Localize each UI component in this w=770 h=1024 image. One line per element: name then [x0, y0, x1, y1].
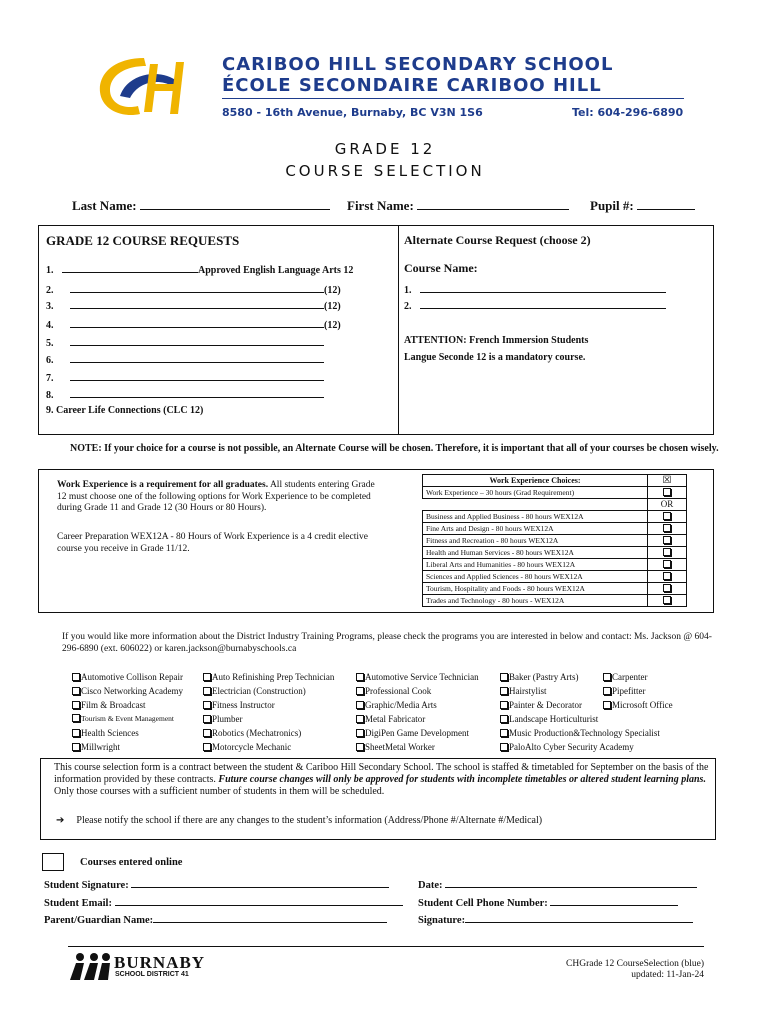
attention-text: ATTENTION: French Immersion Students: [404, 335, 589, 346]
first-name-label: First Name:: [347, 198, 414, 213]
alternate-num: 1.: [404, 285, 412, 296]
pupil-number-field[interactable]: [590, 198, 695, 214]
checked-box-icon: ☒: [662, 475, 672, 486]
header-rule: [222, 98, 684, 99]
training-intro: If you would like more information about the District Industry Training Programs, please check the programs you are interested in below and contact: Ms. Jackson @ 604-296-6890 (ext. 606022) or karen.jackson@burnabyschools.ca: [62, 632, 712, 654]
contract-text: This course selection form is a contract between the student & Cariboo Hill Secondary School. The school is staffed & timetabled for September on the basis of the information provided by these contracts. Future course changes will only be approved for students with incomplete timetables or altered student learning plans. Only those courses with a sufficient number of students in them will be scheduled.: [54, 762, 709, 797]
training-col-3: [356, 670, 479, 754]
program-checkbox[interactable]: [356, 743, 364, 751]
school-name-en: CARIBOO HILL SECONDARY SCHOOL: [222, 54, 614, 75]
request-suffix: Approved English Language Arts 12: [198, 265, 354, 276]
program-item[interactable]: Plumber: [203, 712, 334, 726]
program-checkbox[interactable]: [72, 687, 80, 695]
program-item[interactable]: PaloAlto Cyber Security Academy: [500, 740, 660, 754]
request-row-1[interactable]: [46, 263, 353, 276]
program-item[interactable]: Electrician (Construction): [203, 684, 334, 698]
program-item[interactable]: Health Sciences: [72, 726, 183, 740]
date-field[interactable]: [418, 876, 697, 891]
alternate-row-1[interactable]: [404, 283, 666, 296]
program-item[interactable]: Landscape Horticulturist: [500, 712, 660, 726]
program-item[interactable]: Millwright: [72, 740, 183, 754]
work-option: Business and Applied Business - 80 hours WEX12A: [423, 511, 648, 523]
work-option-30h-checkbox[interactable]: [663, 488, 671, 496]
program-item[interactable]: Hairstylist: [500, 684, 660, 698]
school-logo: [92, 52, 196, 122]
training-col-2: [203, 670, 334, 754]
request-num: 6.: [46, 355, 54, 366]
course-name-label: Course Name:: [404, 261, 478, 275]
contract-emphasis: Future course changes will only be approved for students with incomplete timetables or altered student learning plans.: [218, 774, 706, 785]
program-item[interactable]: Motorcycle Mechanic: [203, 740, 334, 754]
work-experience-description: [57, 480, 375, 515]
training-col-5: [603, 670, 673, 712]
program-checkbox[interactable]: [603, 687, 611, 695]
program-item[interactable]: Auto Refinishing Prep Technician: [203, 670, 334, 684]
district-logo: [68, 952, 218, 982]
student-email-field[interactable]: [44, 894, 403, 909]
work-experience-rest: All students entering Grade 12 must choose one of the following options for Work Experience to be completed during Grade 11 and Grade 12 (30 Hours or 80 Hours).: [57, 480, 375, 513]
request-num: 1.: [46, 265, 54, 276]
district-logo-name: BURNABY: [114, 953, 206, 972]
notify-text: Please notify the school if there are any changes to the student’s information (Address/Phone #/Alternate #/Medical): [76, 815, 543, 826]
program-checkbox[interactable]: [203, 687, 211, 695]
request-suffix: (12): [324, 285, 341, 296]
program-item[interactable]: Professional Cook: [356, 684, 479, 698]
work-option-checkbox[interactable]: [663, 584, 671, 592]
program-checkbox[interactable]: [203, 743, 211, 751]
program-checkbox[interactable]: [356, 673, 364, 681]
work-option-checkbox[interactable]: [663, 512, 671, 520]
request-row-5[interactable]: [46, 336, 324, 349]
work-experience-lead: Work Experience is a requirement for all graduates.: [57, 480, 269, 490]
parent-name-field[interactable]: [44, 911, 387, 926]
work-option: Tourism, Hospitality and Foods - 80 hours WEX12A: [423, 583, 648, 595]
parent-name-label: Parent/Guardian Name:: [44, 915, 154, 926]
student-signature-label: Student Signature:: [44, 880, 129, 891]
request-suffix: (12): [324, 320, 341, 331]
work-option: Fine Arts and Design - 80 hours WEX12A: [423, 523, 648, 535]
program-item[interactable]: Graphic/Media Arts: [356, 698, 479, 712]
request-row-clc: 9. Career Life Connections (CLC 12): [46, 405, 204, 416]
first-name-field[interactable]: [347, 198, 569, 214]
program-checkbox[interactable]: [500, 743, 508, 751]
request-row-3[interactable]: [46, 299, 341, 312]
online-label: Courses entered online: [80, 857, 183, 868]
career-prep-text: Career Preparation WEX12A - 80 Hours of Work Experience is a 4 credit elective course you receive in Grade 11/12.: [57, 532, 368, 554]
request-num: 2.: [46, 285, 54, 296]
cell-phone-field[interactable]: [418, 894, 678, 909]
or-label: OR: [648, 499, 687, 511]
program-checkbox[interactable]: [72, 729, 80, 737]
program-checkbox[interactable]: [72, 714, 80, 722]
student-signature-field[interactable]: [44, 876, 389, 891]
last-name-label: Last Name:: [72, 198, 137, 213]
program-item[interactable]: Microsoft Office: [603, 698, 673, 712]
program-checkbox[interactable]: [203, 701, 211, 709]
program-checkbox[interactable]: [500, 715, 508, 723]
people-logo-icon: [68, 952, 116, 980]
request-num: 3.: [46, 301, 54, 312]
program-checkbox[interactable]: [72, 673, 80, 681]
program-checkbox[interactable]: [203, 715, 211, 723]
date-label: Date:: [418, 880, 443, 891]
program-checkbox[interactable]: [356, 701, 364, 709]
request-num: 7.: [46, 373, 54, 384]
request-row-7[interactable]: [46, 371, 324, 384]
program-item[interactable]: Pipefitter: [603, 684, 673, 698]
program-checkbox[interactable]: [72, 701, 80, 709]
program-item[interactable]: SheetMetal Worker: [356, 740, 479, 754]
work-option: Liberal Arts and Humanities - 80 hours WEX12A: [423, 559, 648, 571]
parent-signature-field[interactable]: [418, 911, 693, 926]
work-option-30h: Work Experience – 30 hours (Grad Requirement): [423, 487, 648, 499]
work-option-checkbox[interactable]: [663, 572, 671, 580]
request-row-8[interactable]: [46, 388, 324, 401]
work-option: Fitness and Recreation - 80 hours WEX12A: [423, 535, 648, 547]
request-num: 8.: [46, 390, 54, 401]
alternate-heading: Alternate Course Request (choose 2): [404, 233, 591, 247]
program-checkbox[interactable]: [500, 673, 508, 681]
program-checkbox[interactable]: [500, 687, 508, 695]
program-checkbox[interactable]: [603, 673, 611, 681]
request-row-4[interactable]: [46, 318, 341, 331]
request-num: 5.: [46, 338, 54, 349]
requests-divider: [398, 225, 399, 435]
program-item[interactable]: Film & Broadcast: [72, 698, 183, 712]
program-item[interactable]: Tourism & Event Management: [72, 712, 183, 726]
school-name-fr: ÉCOLE SECONDAIRE CARIBOO HILL: [222, 75, 602, 96]
school-address: 8580 - 16th Avenue, Burnaby, BC V3N 1S6: [222, 106, 483, 119]
arrow-right-icon: ➔: [56, 815, 65, 826]
program-checkbox[interactable]: [356, 729, 364, 737]
program-checkbox[interactable]: [500, 729, 508, 737]
last-name-field[interactable]: [72, 198, 330, 214]
school-phone: Tel: 604-296-6890: [572, 106, 684, 119]
requests-heading: GRADE 12 COURSE REQUESTS: [46, 233, 240, 248]
program-item[interactable]: DigiPen Game Development: [356, 726, 479, 740]
request-row-2[interactable]: [46, 283, 341, 296]
program-item[interactable]: Fitness Instructor: [203, 698, 334, 712]
work-option-checkbox[interactable]: [663, 548, 671, 556]
program-checkbox[interactable]: [603, 701, 611, 709]
pupil-number-label: Pupil #:: [590, 198, 634, 213]
page-subtitle: COURSE SELECTION: [285, 162, 485, 180]
parent-signature-label: Signature:: [418, 915, 466, 926]
page-title: GRADE 12: [334, 140, 436, 158]
work-option: Sciences and Applied Sciences - 80 hours WEX12A: [423, 571, 648, 583]
online-checkbox[interactable]: [42, 853, 64, 871]
program-checkbox[interactable]: [72, 743, 80, 751]
doc-name: CHGrade 12 CourseSelection (blue): [566, 959, 704, 969]
program-item[interactable]: Automotive Collison Repair: [72, 670, 183, 684]
attention-text-2: Langue Seconde 12 is a mandatory course.: [404, 352, 586, 363]
work-option-checkbox[interactable]: [663, 536, 671, 544]
footer-rule: [68, 946, 704, 947]
work-experience-table: [422, 474, 687, 607]
program-item[interactable]: Automotive Service Technician: [356, 670, 479, 684]
note-text: NOTE: If your choice for a course is not possible, an Alternate Course will be chosen. Therefore, it is important that all of your courses be chosen wisely.: [70, 443, 719, 454]
program-item[interactable]: Cisco Networking Academy: [72, 684, 183, 698]
training-col-1: [72, 670, 183, 754]
request-suffix: (12): [324, 301, 341, 312]
program-item[interactable]: Painter & Decorator: [500, 698, 660, 712]
work-option-checkbox[interactable]: [663, 596, 671, 604]
work-option-checkbox[interactable]: [663, 524, 671, 532]
program-checkbox[interactable]: [356, 715, 364, 723]
work-option-checkbox[interactable]: [663, 560, 671, 568]
program-checkbox[interactable]: [500, 701, 508, 709]
program-checkbox[interactable]: [203, 673, 211, 681]
alternate-row-2[interactable]: [404, 299, 666, 312]
work-option: Trades and Technology - 80 hours - WEX12A: [423, 595, 648, 607]
notify-line: [56, 815, 542, 826]
student-email-label: Student Email:: [44, 898, 112, 909]
alternate-num: 2.: [404, 301, 412, 312]
request-row-6[interactable]: [46, 353, 324, 366]
program-item[interactable]: Baker (Pastry Arts): [500, 670, 660, 684]
program-item[interactable]: Carpenter: [603, 670, 673, 684]
request-num: 4.: [46, 320, 54, 331]
district-logo-sub: SCHOOL DISTRICT 41: [115, 971, 189, 978]
program-item[interactable]: Metal Fabricator: [356, 712, 479, 726]
work-option: Health and Human Services - 80 hours WEX12A: [423, 547, 648, 559]
program-checkbox[interactable]: [203, 729, 211, 737]
cell-phone-label: Student Cell Phone Number:: [418, 898, 548, 909]
doc-updated: updated: 11-Jan-24: [631, 970, 704, 980]
program-item[interactable]: Robotics (Mechatronics): [203, 726, 334, 740]
program-item[interactable]: Music Production&Technology Specialist: [500, 726, 660, 740]
work-table-heading: Work Experience Choices:: [423, 475, 648, 487]
program-checkbox[interactable]: [356, 687, 364, 695]
